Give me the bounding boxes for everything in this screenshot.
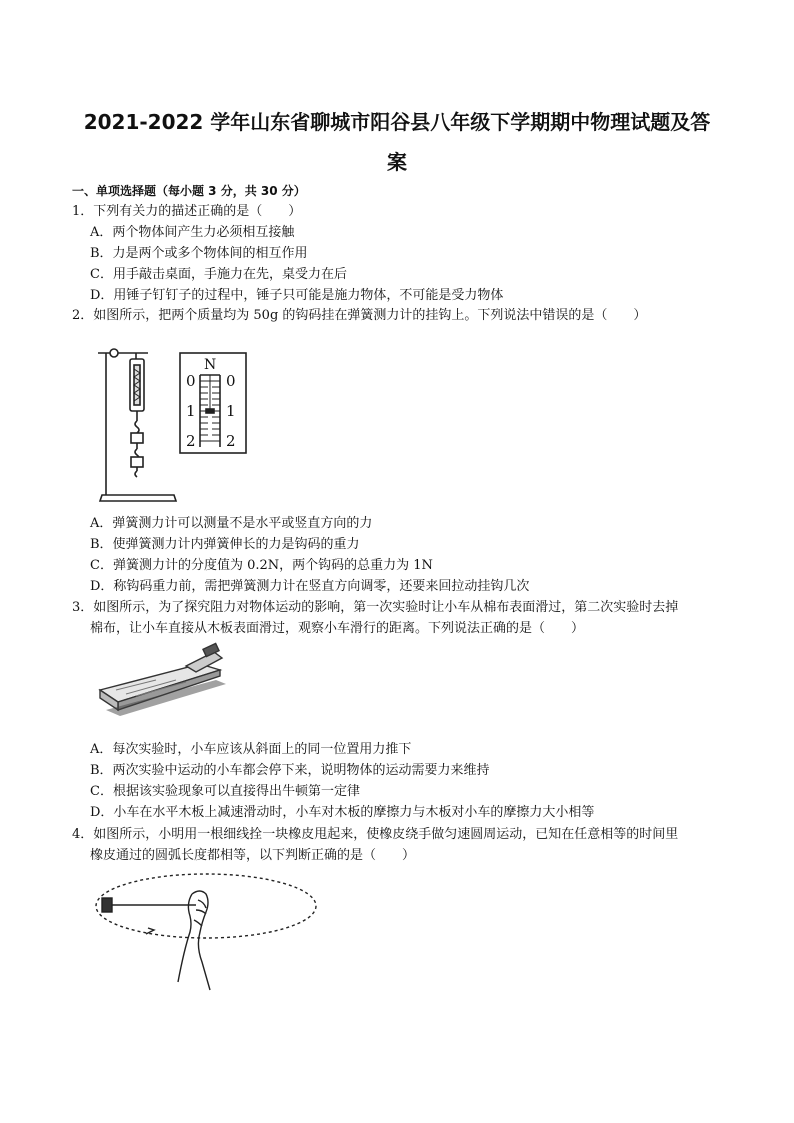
question-1-option-c: C．用手敲击桌面，手施力在先，桌受力在后 — [90, 267, 347, 282]
question-2-option-c: C．弹簧测力计的分度值为 0.2N，两个钩码的总重力为 1N — [90, 558, 433, 573]
document-title-line-2: 案 — [387, 150, 407, 174]
question-2-option-a: A．弹簧测力计可以测量不是水平或竖直方向的力 — [90, 516, 373, 531]
question-3-stem-line-2: 棉布，让小车直接从木板表面滑过，观察小车滑行的距离。下列说法正确的是（ ） — [90, 621, 585, 636]
question-1-stem: 1．下列有关力的描述正确的是（ ） — [72, 204, 302, 219]
question-1-option-b: B．力是两个或多个物体间的相互作用 — [90, 246, 308, 261]
question-4-stem-line-1: 4．如图所示，小明用一根细线拴一块橡皮甩起来，使橡皮绕手做匀速圆周运动，已知在任意相等的时间里 — [72, 827, 679, 842]
scale-pointer — [206, 409, 214, 413]
scale-left-tick-2: 2 — [186, 432, 196, 450]
scale-unit-label: N — [204, 357, 217, 373]
hook-weight-2 — [131, 457, 143, 467]
hook-weight-1 — [131, 433, 143, 443]
scale-right-tick-2: 2 — [226, 432, 236, 450]
stand-base — [100, 495, 176, 501]
section-heading: 一、单项选择题（每小题 3 分，共 30 分） — [72, 184, 306, 198]
question-2-option-d: D．称钩码重力前，需把弹簧测力计在竖直方向调零，还要来回拉动挂钩几次 — [90, 579, 530, 594]
rotating-eraser-figure — [88, 864, 318, 999]
hand — [192, 891, 210, 990]
question-2-option-b: B．使弹簧测力计内弹簧伸长的力是钩码的重力 — [90, 537, 360, 552]
document-title-line-1: 2021-2022 学年山东省聊城市阳谷县八年级下学期期中物理试题及答 — [83, 110, 711, 134]
circular-path — [96, 874, 316, 938]
question-2-stem: 2．如图所示，把两个质量均为 50g 的钩码挂在弹簧测力计的挂钩上。下列说法中错误的是（ ） — [72, 308, 647, 323]
spring-scale-figure — [96, 335, 256, 505]
question-3-stem-line-1: 3．如图所示，为了探究阻力对物体运动的影响，第一次实验时让小车从棉布表面滑过，第二次实验时去掉 — [72, 600, 679, 615]
scale-right-tick-1: 1 — [226, 402, 236, 420]
scale-left-tick-0: 0 — [186, 372, 196, 390]
question-3-option-c: C．根据该实验现象可以直接得出牛顿第一定律 — [90, 784, 360, 799]
scale-right-tick-0: 0 — [226, 372, 236, 390]
question-3-option-d: D．小车在水平木板上减速滑动时，小车对木板的摩擦力与木板对小车的摩擦力大小相等 — [90, 805, 595, 820]
question-4-stem-line-2: 橡皮通过的圆弧长度都相等，以下判断正确的是（ ） — [90, 848, 416, 863]
eraser — [102, 898, 112, 912]
question-1-option-a: A．两个物体间产生力必须相互接触 — [90, 225, 295, 240]
question-3-option-a: A．每次实验时，小车应该从斜面上的同一位置用力推下 — [90, 742, 412, 757]
scale-left-tick-1: 1 — [186, 402, 196, 420]
incline-cart-figure — [96, 640, 236, 722]
question-3-option-b: B．两次实验中运动的小车都会停下来，说明物体的运动需要力来维持 — [90, 763, 490, 778]
question-1-option-d: D．用锤子钉钉子的过程中，锤子只可能是施力物体，不可能是受力物体 — [90, 288, 504, 303]
